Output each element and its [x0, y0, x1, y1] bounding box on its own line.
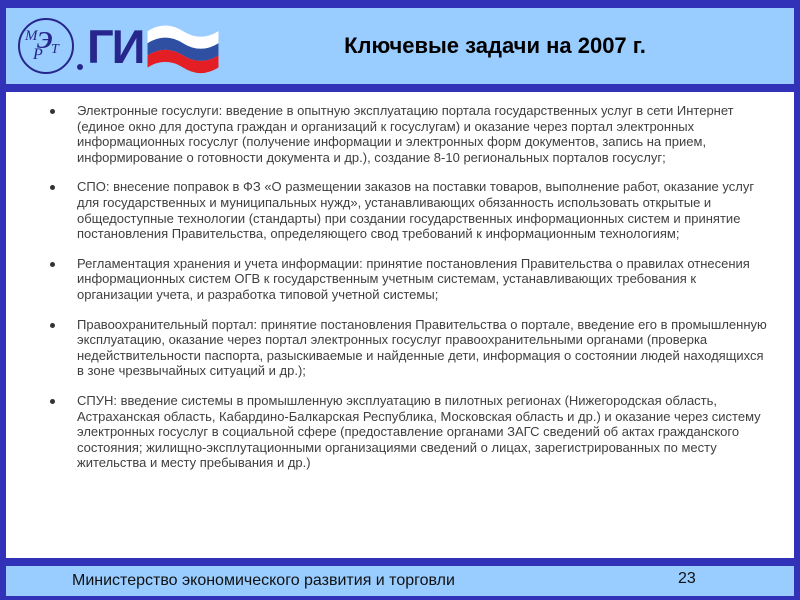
- bullet-item: [50, 256, 768, 303]
- bullet-icon: [50, 399, 55, 404]
- emblem-dot-icon: [77, 64, 83, 70]
- title-wrap: [251, 33, 794, 59]
- footer-ministry-text: Министерство экономического развития и торговли: [72, 572, 455, 589]
- bullet-text: Правоохранительный портал: принятие постановления Правительства о портале, введение его в промышленную эксплуатацию, оказание через портал электронных госуслуг правоохранительными органами (проверка недействительности паспорта, разыскиваемые и найденные дети, информация о состоянии людей находящихся в зоне чрезвычайных ситуаций и др.);: [77, 316, 767, 379]
- emblem-letter-r: Р: [33, 46, 43, 63]
- bullet-text: Электронные госуслуги: введение в опытную эксплуатацию портала государственных услуг в сети Интернет (единое окно для доступа граждан и организаций к госуслугам) и оказание через портал электронных информационных госуслуг (получение информации и электронных форм документов, запись на прием, информирование о готовности документа и др.), создание 8-10 региональных порталов госуслуг;: [77, 103, 734, 165]
- emblem-letter-e: Э: [37, 28, 53, 54]
- emblem-letter-t: Т: [51, 42, 59, 57]
- bullet-icon: [50, 109, 55, 114]
- page-number: 23: [678, 570, 696, 587]
- bullet-icon: [50, 185, 55, 190]
- emblem-letter-m: М: [25, 28, 38, 44]
- bullet-icon: [50, 262, 55, 267]
- header-band: [6, 8, 794, 84]
- bullet-icon: [50, 323, 55, 328]
- slide-body: [6, 92, 794, 558]
- bullet-item: [50, 317, 768, 379]
- russian-flag-icon: [147, 18, 219, 74]
- logo-block: [6, 18, 251, 74]
- mert-emblem-icon: [18, 18, 74, 74]
- bullet-text: Регламентация хранения и учета информации: принятие постановления Правительства о правилах отнесения информационных систем ОГВ к государственным учетным системам, устанавливающих требования к организации учета, и разработка типовой учетной системы;: [77, 255, 750, 302]
- gi-logotype: ГИ: [87, 19, 144, 73]
- bullet-text: СПУН: введение системы в промышленную эксплуатацию в пилотных регионах (Нижегородская область, Астраханская область, Кабардино-Балкарская Республика, Московская область и др.) и оказание через систему электронных госуслуг в социальной сфере (предоставление органами ЗАГС сведений об актах гражданского состояния; жилищно-эксплутационными организациями сведений о лицах, зарегистрированных по месту жительства и месту пребывания и др.): [77, 392, 761, 471]
- bullet-item: [50, 393, 768, 471]
- footer-band: [6, 566, 794, 596]
- bullet-item: [50, 103, 768, 165]
- slide-title: Ключевые задачи на 2007 г.: [344, 33, 646, 58]
- bullet-list: [50, 103, 768, 471]
- bullet-item: [50, 179, 768, 241]
- bullet-text: СПО: внесение поправок в ФЗ «О размещении заказов на поставки товаров, выполнение работ, оказание услуг для государственных и муниципальных нужд», устанавливающих обязанность использовать открытые и общедоступные технологии (стандарты) при создании государственных информационных систем и принятие постановления Правительства, определяющего свод требований к информационным технологиям;: [77, 179, 755, 242]
